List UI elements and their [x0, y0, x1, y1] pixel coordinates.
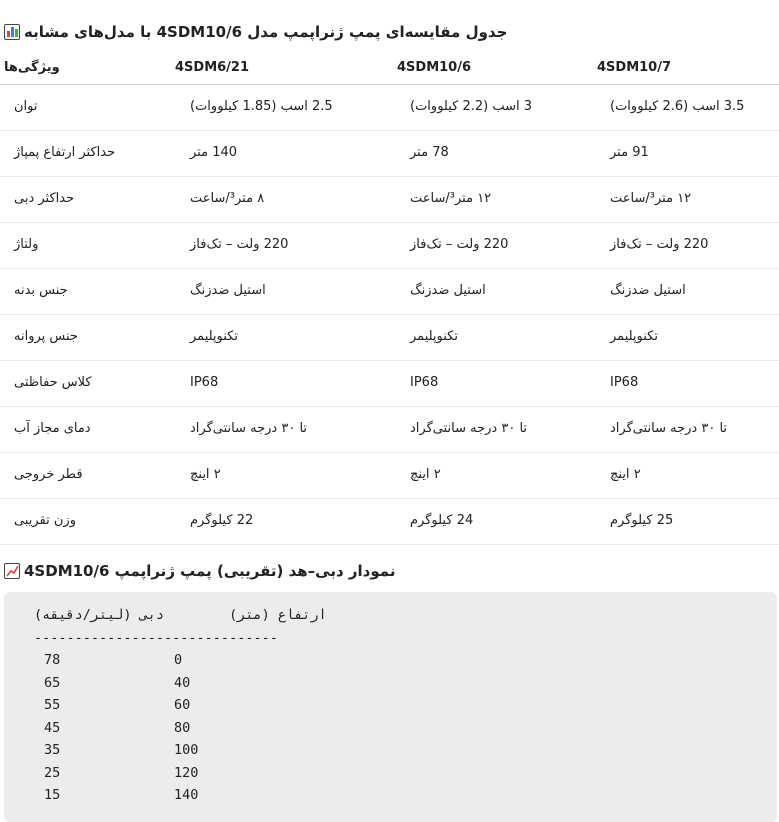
- spec-value: 24 کیلوگرم: [410, 513, 474, 528]
- feature-label: قطر خروجی: [14, 467, 83, 482]
- table-row: [0, 85, 779, 131]
- spec-value: 91 متر: [610, 145, 649, 160]
- spec-value: تکنوپلیمر: [190, 329, 238, 344]
- code-separator: ------------------------------: [34, 629, 278, 646]
- table-row: [0, 223, 779, 269]
- spec-value: 220 ولت – تک‌فاز: [410, 237, 509, 252]
- spec-value: استیل ضدزنگ: [190, 283, 266, 298]
- table-row: [0, 131, 779, 177]
- spec-value: ۱۲ متر³/ساعت: [610, 191, 692, 206]
- spec-value: استیل ضدزنگ: [410, 283, 486, 298]
- spec-value: ۲ اینچ: [610, 467, 641, 482]
- chart-heading-text: نمودار دبی–هد (تقریبی) پمپ ژنراپمپ 4SDM10/6: [24, 562, 396, 580]
- feature-label: جنس پروانه: [14, 329, 78, 344]
- table-heading-text: جدول مقایسه‌ای پمپ ژنراپمپ مدل 4SDM10/6 با مدل‌های مشابه: [24, 23, 508, 41]
- spec-value: 3.5 اسب (2.6 کیلووات): [610, 99, 745, 114]
- code-header: ارتفاع (متر) دبی (لیتر/دقیقه): [34, 607, 327, 623]
- chart-heading: [4, 559, 395, 583]
- spec-value: تکنوپلیمر: [610, 329, 658, 344]
- table-row: [0, 407, 779, 453]
- head-flow-code-block: [4, 592, 777, 822]
- spec-value: ۲ اینچ: [410, 467, 441, 482]
- spec-value: تکنوپلیمر: [410, 329, 458, 344]
- spec-value: IP68: [190, 375, 219, 390]
- code-row: 65 40: [44, 674, 191, 691]
- feature-label: کلاس حفاظتی: [14, 375, 92, 390]
- spec-value: 220 ولت – تک‌فاز: [190, 237, 289, 252]
- code-row: 35 100: [44, 742, 199, 758]
- feature-label: توان: [14, 99, 38, 114]
- feature-label: حداکثر دبی: [14, 191, 75, 206]
- feature-label: ولتاژ: [14, 237, 39, 252]
- spec-value: 220 ولت – تک‌فاز: [610, 237, 709, 252]
- spec-value: 25 کیلوگرم: [610, 513, 674, 528]
- table-header-row: [0, 52, 779, 85]
- header-model-2: 4SDM10/6: [397, 60, 472, 75]
- code-row: 78 0: [44, 652, 183, 668]
- table-heading: [4, 20, 507, 44]
- spec-value: تا ۳۰ درجه سانتی‌گراد: [610, 421, 728, 436]
- spec-value: IP68: [610, 375, 639, 390]
- feature-label: دمای مجاز آب: [14, 421, 91, 436]
- table-row: [0, 499, 779, 545]
- line-chart-icon: [4, 563, 20, 579]
- spec-value: 3 اسب (2.2 کیلووات): [410, 99, 533, 114]
- spec-value: ۸ متر³/ساعت: [190, 191, 265, 206]
- comparison-table: [0, 52, 779, 545]
- code-row: 55 60: [44, 697, 191, 713]
- spec-value: 2.5 اسب (1.85 کیلووات): [190, 99, 333, 114]
- spec-value: 22 کیلوگرم: [190, 513, 254, 528]
- code-row: 15 140: [44, 787, 199, 803]
- header-model-3: 4SDM10/7: [597, 60, 672, 75]
- spec-value: IP68: [410, 375, 439, 390]
- table-row: [0, 315, 779, 361]
- feature-label: وزن تقریبی: [14, 513, 76, 528]
- table-row: [0, 453, 779, 499]
- table-row: [0, 177, 779, 223]
- spec-value: 78 متر: [410, 145, 449, 160]
- table-row: [0, 269, 779, 315]
- feature-label: حداکثر ارتفاع پمپاژ: [14, 145, 116, 160]
- bar-chart-icon: [4, 24, 20, 40]
- code-row: 25 120: [44, 764, 199, 781]
- spec-value: 140 متر: [190, 145, 238, 160]
- header-features: ویژگی‌ها: [4, 60, 60, 75]
- header-model-1: 4SDM6/21: [175, 60, 250, 75]
- table-row: [0, 361, 779, 407]
- spec-value: تا ۳۰ درجه سانتی‌گراد: [410, 421, 528, 436]
- spec-value: تا ۳۰ درجه سانتی‌گراد: [190, 421, 308, 436]
- spec-value: ۱۲ متر³/ساعت: [410, 191, 492, 206]
- feature-label: جنس بدنه: [14, 283, 68, 298]
- spec-value: استیل ضدزنگ: [610, 283, 686, 298]
- code-row: 45 80: [44, 719, 191, 736]
- spec-value: ۲ اینچ: [190, 467, 221, 482]
